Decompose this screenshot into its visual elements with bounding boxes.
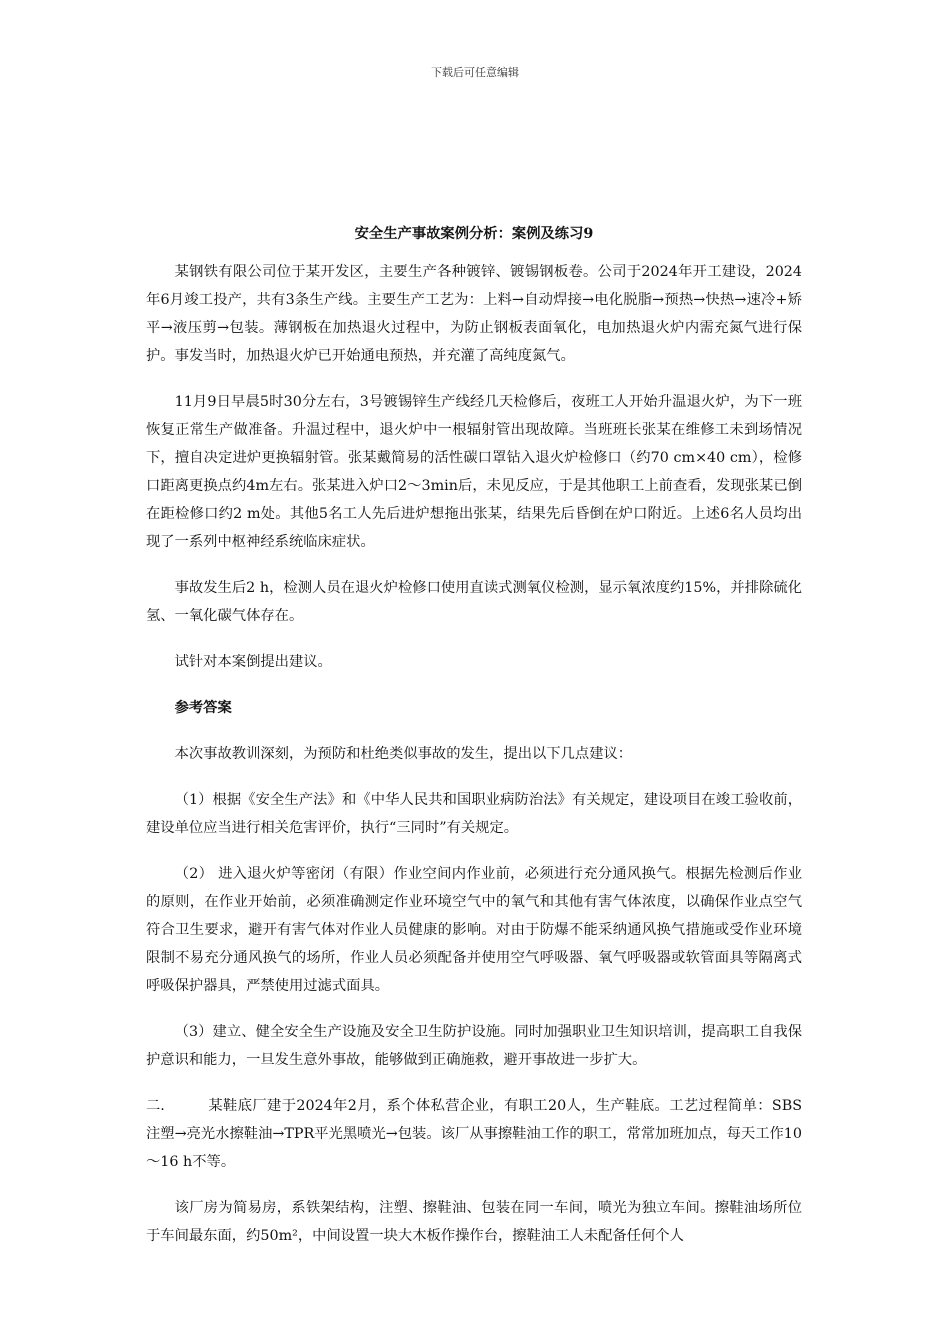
- paragraph-case-background: 某钢铁有限公司位于某开发区，主要生产各种镀锌、镀锡钢板卷。公司于2024年开工建设，2024年6月竣工投产，共有3条生产线。主要生产工艺为：上料→自动焊接→电化脱脂→预热→快热→速冷+矫平→液压剪→包装。薄钢板在加热退火过程中，为防止钢板表面氧化，电加热退火炉内需充氮气进行保护。事发当时，加热退火炉已开始通电预热，并充灌了高纯度氮气。: [146, 264, 802, 364]
- paragraph-factory-description: 该厂房为简易房，系铁架结构，注塑、擦鞋油、包装在同一车间，喷光为独立车间。擦鞋油场所位于车间最东面，约50m²，中间设置一块大木板作操作台，擦鞋油工人未配备任何个人: [146, 1200, 802, 1244]
- answer-item-2: （2） 进入退火炉等密闭（有限）作业空间内作业前，必须进行充分通风换气。根据先检测后作业的原则，在作业开始前，必须准确测定作业环境空气中的氧气和其他有害气体浓度，以确保作业点空气符合卫生要求，避开有害气体对作业人员健康的影响。对由于防爆不能采纳通风换气措施或受作业环境限制不易充分通风换气的场所，作业人员必须配备并使用空气呼吸器、氧气呼吸器或软管面具等隔离式呼吸保护器具，严禁使用过滤式面具。: [146, 866, 802, 994]
- answer-item-1: （1）根据《安全生产法》和《中华人民共和国职业病防治法》有关规定，建设项目在竣工验收前，建设单位应当进行相关危害评价，执行“三同时”有关规定。: [146, 792, 802, 836]
- header-note: 下载后可任意编辑: [431, 66, 519, 79]
- section-2-number: 二.: [146, 1098, 165, 1114]
- paragraph-detection: 事故发生后2 h，检测人员在退火炉检修口使用直读式测氧仪检测，显示氧浓度约15%，并排除硫化氢、一氧化碳气体存在。: [146, 580, 802, 624]
- paragraph-accident-process: 11月9日早晨5时30分左右，3号镀锡锌生产线经几天检修后，夜班工人开始升温退火炉，为下一班恢复正常生产做准备。升温过程中，退火炉中一根辐射管出现故障。当班班长张某在维修工未到场情况下，擅自决定进炉更换辐射管。张某戴简易的活性碳口罩钻入退火炉检修口（约70 cm×40 cm），检修口距离更换点约4m左右。张某进入炉口2～3min后，未见反应，于是其他职工上前查看，发现张某已倒在距检修口约2 m处。其他5名工人先后进炉想拖出张某，结果先后昏倒在炉口附近。上述6名人员均出现了一系列中枢神经系统临床症状。: [146, 394, 802, 550]
- section-2-paragraph: [146, 1092, 802, 1176]
- paragraph-question: 试针对本案倒提出建议。: [174, 654, 332, 670]
- answer-item-3: （3）建立、健全安全生产设施及安全卫生防护设施。同时加强职业卫生知识培训，提高职工自我保护意识和能力，一旦发生意外事故，能够做到正确施救，避开事故进一步扩大。: [146, 1024, 802, 1068]
- paragraph-answer-intro: 本次事故教训深刻，为预防和杜绝类似事故的发生，提出以下几点建议：: [174, 746, 633, 762]
- document-body: [146, 220, 802, 1268]
- reference-answer-heading: 参考答案: [174, 700, 232, 716]
- section-2-text: 某鞋底厂建于2024年2月，系个体私营企业，有职工20人，生产鞋底。工艺过程简单：SBS注塑→亮光水擦鞋油→TPR平光黑喷光→包装。该厂从事擦鞋油工作的职工，常常加班加点，每天工作10～16 h不等。: [146, 1098, 802, 1170]
- document-title: 安全生产事故案例分析：案例及练习9: [354, 226, 594, 242]
